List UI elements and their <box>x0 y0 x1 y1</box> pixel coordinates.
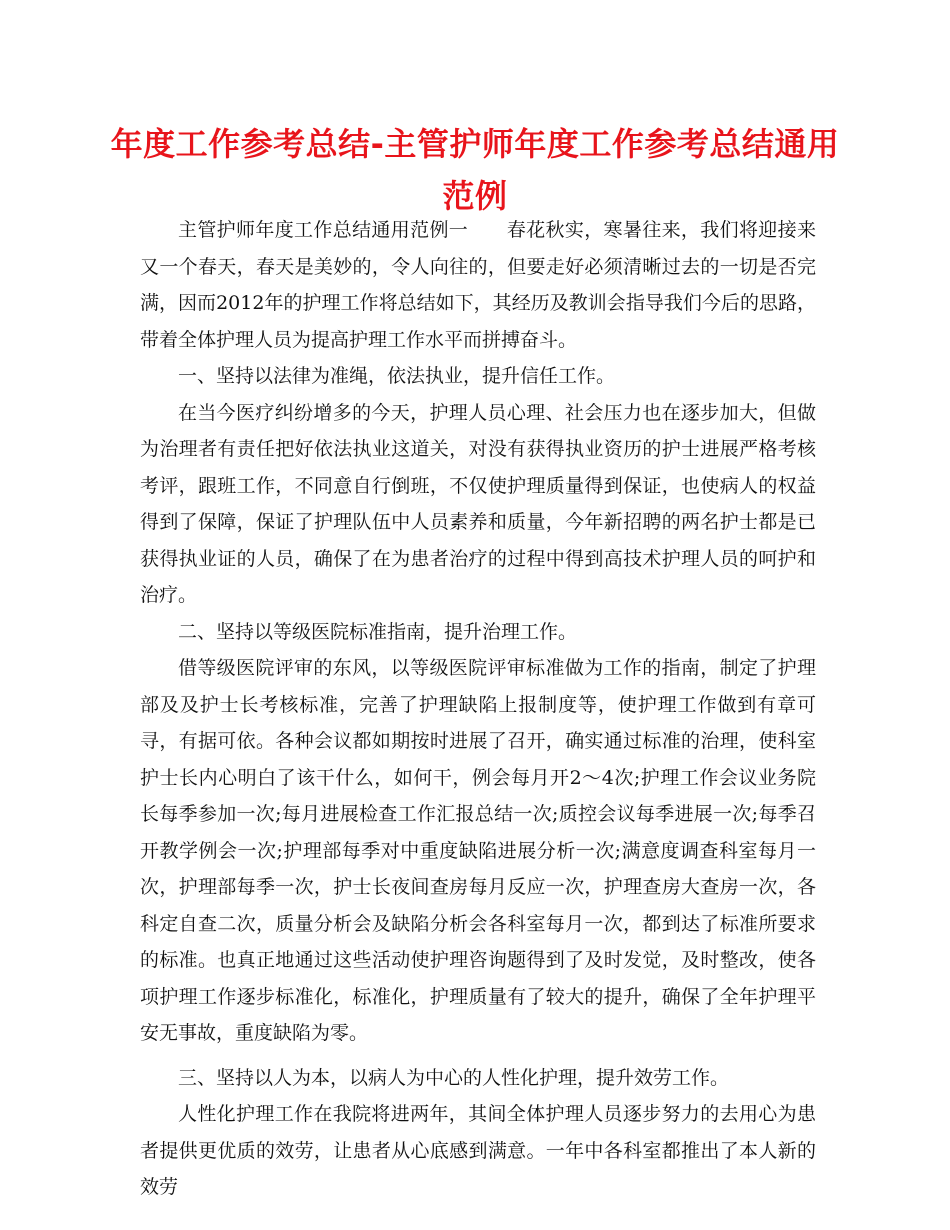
paragraph-section-3: 人性化护理工作在我院将进两年，其间全体护理人员逐步努力的去用心为患者提供更优质的效劳，让患者从心底感到满意。一年中各科室都推出了本人新的效劳 <box>140 1103 816 1198</box>
section-heading-2: 二、坚持以等级医院标准指南，提升治理工作。 <box>178 620 578 643</box>
paragraph-intro: 主管护师年度工作总结通用范例一 春花秋实，寒暑往来，我们将迎接来又一个春天，春天是美妙的，令人向往的，但要走好必须清晰过去的一切是否完满，因而2012年的护理工作将总结如下，其经历及教训会指导我们今后的思路，带着全体护理人员为提高护理工作水平而拼搏奋斗。 <box>140 219 816 351</box>
document-title: 年度工作参考总结-主管护师年度工作参考总结通用范例 <box>110 125 840 215</box>
section-heading-1: 一、坚持以法律为准绳，依法执业，提升信任工作。 <box>178 365 616 387</box>
paragraph-section-1: 在当今医疗纠纷增多的今天，护理人员心理、社会压力也在逐步加大，但做为治理者有责任把好依法执业这道关，对没有获得执业资历的护士进展严格考核考评，跟班工作，不同意自行倒班，不仅使护理质量得到保证，也使病人的权益得到了保障，保证了护理队伍中人员素养和质量，今年新招聘的两名护士都是已获得执业证的人员，确保了在为患者治疗的过程中得到高技术护理人员的呵护和治疗。 <box>140 401 816 606</box>
section-heading-3: 三、坚持以人为本，以病人为中心的人性化护理，提升效劳工作。 <box>178 1066 730 1089</box>
paragraph-section-2: 借等级医院评审的东风，以等级医院评审标准做为工作的指南，制定了护理部及及护士长考核标准，完善了护理缺陷上报制度等，使护理工作做到有章可寻，有据可依。各种会议都如期按时进展了召开，确实通过标准的治理，使科室护士长内心明白了该干什么，如何干，例会每月开2～4次;护理工作会议业务院长每季参加一次;每月进展检查工作汇报总结一次;质控会议每季进展一次;每季召开教学例会一次;护理部每季对中重度缺陷进展分析一次;满意度调查科室每月一次，护理部每季一次，护士长夜间查房每月反应一次，护理查房大查房一次，各科定自查二次，质量分析会及缺陷分析会各科室每月一次，都到达了标准所要求的标准。也真正地通过这些活动使护理咨询题得到了及时发觉，及时整改，使各项护理工作逐步标准化，标准化，护理质量有了较大的提升，确保了全年护理平安无事故，重度缺陷为零。 <box>140 657 816 1044</box>
document-body <box>140 212 816 1206</box>
